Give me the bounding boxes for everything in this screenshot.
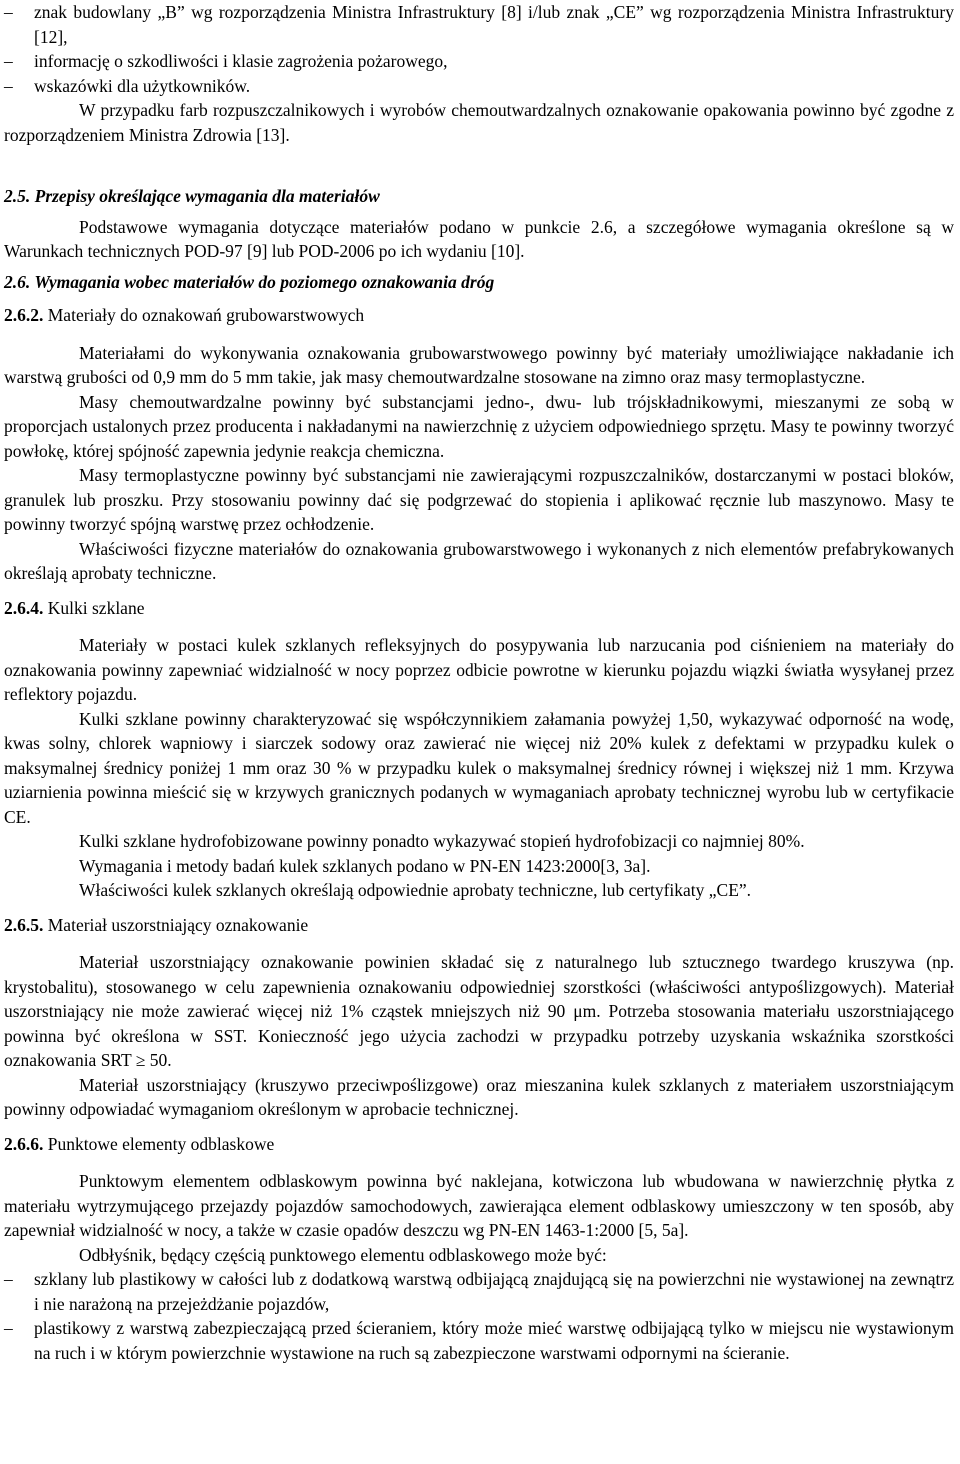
paragraph: Kulki szklane powinny charakteryzować się współczynnikiem załamania powyżej 1,50, wykazywać odporność na wodę, kwas solny, chlorek wapniowy i siarczek sodowy oraz zawierać nie więcej niż 20% kulek z defektami w przypadku kulek o maksymalnej średnicy poniżej 1 mm oraz 30 % w przypadku kulek o maksymalnej średnicy równej i większej niż 1 mm. Krzywa uziarnienia powinna mieścić się w krzywych granicznych podanych w wymaganiach aprobaty technicznej wyrobu lub w certyfikacie CE. bbox=[4, 708, 954, 827]
paragraph: Podstawowe wymagania dotyczące materiałów podano w punkcie 2.6, a szczegółowe wymagania określone są w Warunkach technicznych POD-97 [9] lub POD-2006 po ich wydaniu [10]. bbox=[4, 216, 954, 261]
list-item bbox=[4, 74, 954, 99]
list-item-text: znak budowlany „B” wg rozporządzenia Ministra Infrastruktury [8] i/lub znak „CE” wg rozporządzenia Ministra Infrastruktury [12], bbox=[34, 2, 954, 47]
list-item bbox=[4, 0, 954, 49]
paragraph: Materiał uszorstniający oznakowanie powinien składać się z naturalnego lub sztucznego twardego kruszywa (np. krystobalitu), stosowanego w celu zapewnienia oznakowaniu odpowiedniej szorstkości (właściwości antypoślizgowych). Materiał uszorstniający nie może zawierać więcej niż 1% cząstek mniejszych niż 90 μm. Potrzeba stosowania materiału uszorstniającego powinna być określona w SST. Konieczność jego użycia zachodzi w przypadku potrzeby uzyskania wskaźnika szorstkości oznakowania SRT ≥ 50. bbox=[4, 952, 954, 1070]
section-title: Przepisy określające wymagania dla materiałów bbox=[34, 186, 380, 206]
list-item bbox=[4, 1316, 954, 1365]
list-item bbox=[4, 1267, 954, 1316]
section-title: Materiał uszorstniający oznakowanie bbox=[47, 914, 309, 935]
subsection-heading bbox=[4, 1132, 954, 1157]
list-item-text: plastikowy z warstwą zabezpieczającą przed ścieraniem, który może mieć warstwę odbijającą tylko w miejscu nie wystawionym na ruch i w którym powierzchnie wystawione na ruch są zabezpieczone warstwami odpornymi na ścieranie. bbox=[34, 1318, 954, 1363]
section-number: 2.6.6. bbox=[4, 1133, 44, 1154]
dash-bullet: – bbox=[4, 51, 13, 71]
paragraph: W przypadku farb rozpuszczalnikowych i wyrobów chemoutwardzalnych oznakowanie opakowania powinno być zgodne z rozporządzeniem Ministra Zdrowia [13]. bbox=[4, 100, 954, 145]
paragraph: Odbłyśnik, będący częścią punktowego elementu odblaskowego może być: bbox=[79, 1244, 607, 1265]
section-title: Punktowe elementy odblaskowe bbox=[47, 1133, 275, 1154]
paragraph: Masy termoplastyczne powinny być substancjami nie zawierającymi rozpuszczalników, dostarczanymi w postaci bloków, granulek lub proszku. Przy stosowaniu powinny dać się podgrzewać do stopienia i aplikować ręcznie lub maszynowo. Masy te powinny tworzyć spójną warstwę przez ochłodzenie. bbox=[4, 465, 954, 534]
paragraph: Właściwości fizyczne materiałów do oznakowania grubowarstwowego i wykonanych z nich elementów prefabrykowanych określają aprobaty techniczne. bbox=[4, 538, 954, 583]
list-item bbox=[4, 49, 954, 74]
section-title: Wymagania wobec materiałów do poziomego oznakowania dróg bbox=[34, 271, 495, 292]
paragraph: Kulki szklane hydrofobizowane powinny ponadto wykazywać stopień hydrofobizacji co najmniej 80%. bbox=[79, 831, 805, 851]
subsection-heading bbox=[4, 913, 954, 938]
paragraph: Materiał uszorstniający (kruszywo przeciwpoślizgowe) oraz mieszanina kulek szklanych z materiałem uszorstniającym powinny odpowiadać wymaganiom określonym w aprobacie technicznej. bbox=[4, 1074, 954, 1119]
list-item-text: wskazówki dla użytkowników. bbox=[34, 75, 251, 96]
section-heading bbox=[4, 184, 954, 209]
section-number: 2.6.5. bbox=[4, 914, 44, 935]
section-title: Kulki szklane bbox=[47, 597, 145, 618]
dash-bullet: – bbox=[4, 2, 13, 22]
list-item-text: informację o szkodliwości i klasie zagrożenia pożarowego, bbox=[34, 51, 448, 71]
section-number: 2.6. bbox=[4, 271, 31, 292]
paragraph: Właściwości kulek szklanych określają odpowiednie aprobaty techniczne, lub certyfikaty „CE”. bbox=[79, 880, 752, 900]
dash-bullet: – bbox=[4, 75, 13, 96]
paragraph: Wymagania i metody badań kulek szklanych podano w PN-EN 1423:2000[3, 3a]. bbox=[79, 855, 651, 876]
paragraph: Materiały w postaci kulek szklanych refleksyjnych do posypywania lub narzucania pod ciśnieniem na materiały do oznakowania powinny zapewniać widzialność w nocy poprzez odbicie powrotne w kierunku pojazdu wiązki światła wysyłanej przez reflektory pojazdu. bbox=[4, 635, 954, 704]
paragraph: Materiałami do wykonywania oznakowania grubowarstwowego powinny być materiały umożliwiające nakładanie ich warstwą grubości od 0,9 mm do 5 mm takie, jak masy chemoutwardzalne stosowane na zimno oraz masy termoplastyczne. bbox=[4, 342, 954, 387]
list-item-text: szklany lub plastikowy w całości lub z dodatkową warstwą odbijającą znajdującą się na powierzchni nie wystawionej na zewnątrz i nie narażoną na przejeżdżanie pojazdów, bbox=[34, 1269, 954, 1314]
dash-bullet: – bbox=[4, 1318, 13, 1338]
section-heading bbox=[4, 270, 954, 295]
subsection-heading bbox=[4, 596, 954, 621]
paragraph: Punktowym elementem odblaskowym powinna być naklejana, kotwiczona lub wbudowana w nawierzchnię płytka z materiału wytrzymującego przejazdy pojazdów samochodowych, zawierająca element odblaskowy umieszczony w ten sposób, aby zapewniał widzialność w nocy, a także w czasie opadów deszczu wg PN-EN 1463-1:2000 [5, 5a]. bbox=[4, 1171, 954, 1240]
section-title: Materiały do oznakowań grubowarstwowych bbox=[47, 305, 365, 325]
section-number: 2.6.4. bbox=[4, 597, 44, 618]
dash-bullet: – bbox=[4, 1269, 13, 1289]
section-number: 2.6.2. bbox=[4, 305, 44, 325]
section-number: 2.5. bbox=[4, 186, 31, 206]
subsection-heading bbox=[4, 303, 954, 328]
paragraph: Masy chemoutwardzalne powinny być substancjami jedno-, dwu- lub trójskładnikowymi, mieszanymi ze sobą w proporcjach ustalonych przez producenta i nakładanymi na nawierzchnię z użyciem odpowiedniego sprzętu. Masy te powinny tworzyć powłokę, której spójność zapewnia jedynie reakcja chemiczna. bbox=[4, 391, 954, 461]
